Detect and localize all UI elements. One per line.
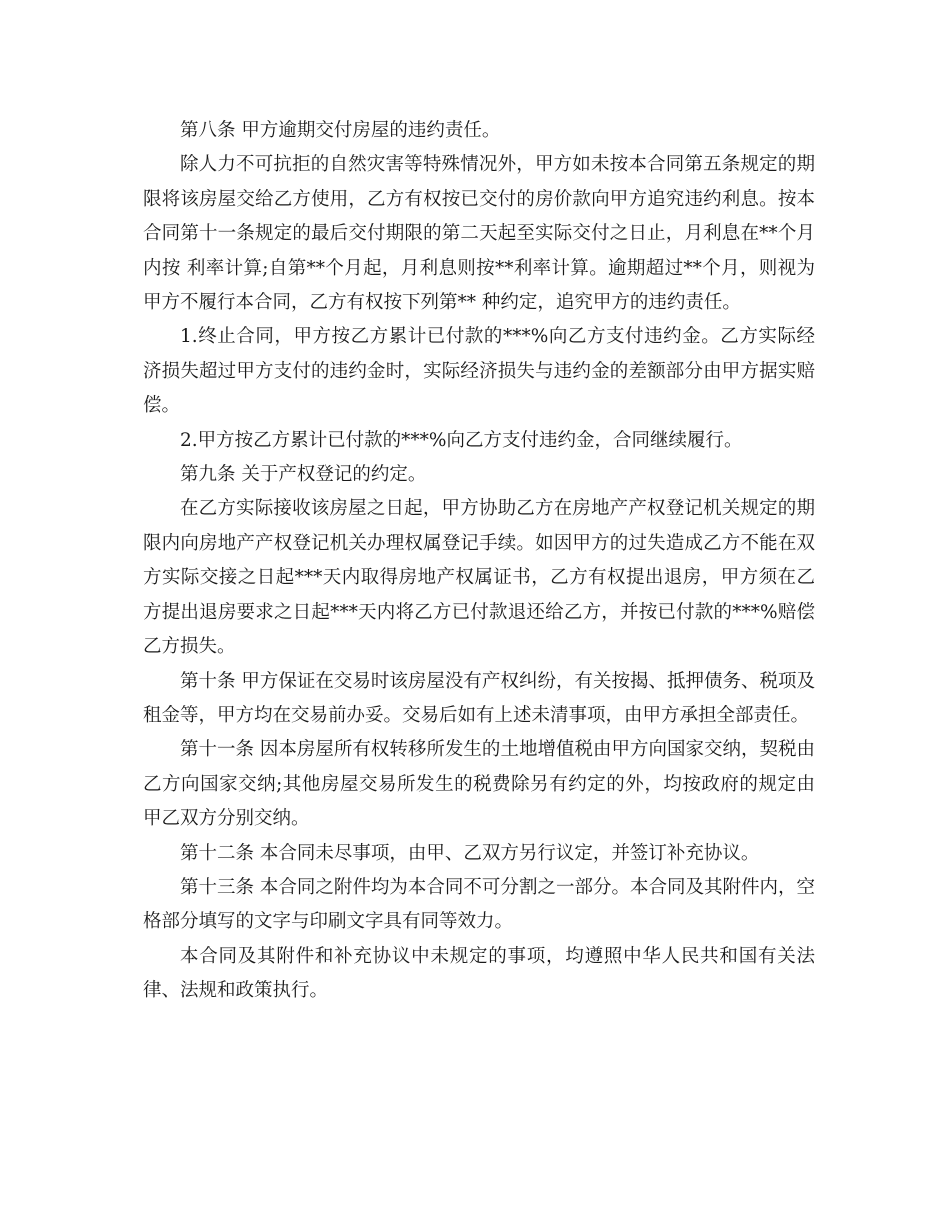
article-12: 第十二条 本合同未尽事项，由甲、乙双方另行议定，并签订补充协议。: [180, 842, 760, 864]
article-8-heading: 第八条 甲方逾期交付房屋的违约责任。: [180, 120, 501, 141]
article-9-body: 在乙方实际接收该房屋之日起，甲方协助乙方在房地产产权登记机关规定的期限内向房地产产权登记机关办理权属登记手续。如因甲方的过失造成乙方不能在双方实际交接之日起***天内取得房地产权属证书，乙方有权提出退房，甲方须在乙方提出退房要求之日起***天内将乙方已付款退还给乙方，并按已付款的***%赔偿乙方损失。: [143, 498, 815, 658]
closing-clause: 本合同及其附件和补充协议中未规定的事项，均遵照中华人民共和国有关法律、法规和政策执行。: [143, 945, 815, 1002]
contract-body: [143, 114, 815, 1009]
article-8-option-2: 2.甲方按乙方累计已付款的***%向乙方支付违约金，合同继续履行。: [180, 429, 743, 451]
article-8-body: 除人力不可抗拒的自然灾害等特殊情况外，甲方如未按本合同第五条规定的期限将该房屋交给乙方使用，乙方有权按已交付的房价款向甲方追究违约利息。按本合同第十一条规定的最后交付期限的第二天起至实际交付之日止，月利息在**个月内按 利率计算;自第**个月起，月利息则按**利率计算。逾期超过**个月，则视为甲方不履行本合同，乙方有权按下列第** 种约定，追究甲方的违约责任。: [143, 154, 815, 314]
article-10: 第十条 甲方保证在交易时该房屋没有产权纠纷，有关按揭、抵押债务、税项及租金等，甲方均在交易前办妥。交易后如有上述未清事项，由甲方承担全部责任。: [143, 670, 815, 726]
article-9-heading: 第九条 关于产权登记的约定。: [180, 464, 427, 486]
article-11: 第十一条 因本房屋所有权转移所发生的土地增值税由甲方向国家交纳，契税由乙方向国家交纳;其他房屋交易所发生的税费除另有约定的外，均按政府的规定由甲乙双方分别交纳。: [143, 739, 815, 830]
article-8-option-1: 1.终止合同，甲方按乙方累计已付款的***%向乙方支付违约金。乙方实际经济损失超过甲方支付的违约金时，实际经济损失与违约金的差额部分由甲方据实赔偿。: [143, 326, 815, 417]
article-13: 第十三条 本合同之附件均为本合同不可分割之一部分。本合同及其附件内，空格部分填写的文字与印刷文字具有同等效力。: [143, 876, 815, 933]
